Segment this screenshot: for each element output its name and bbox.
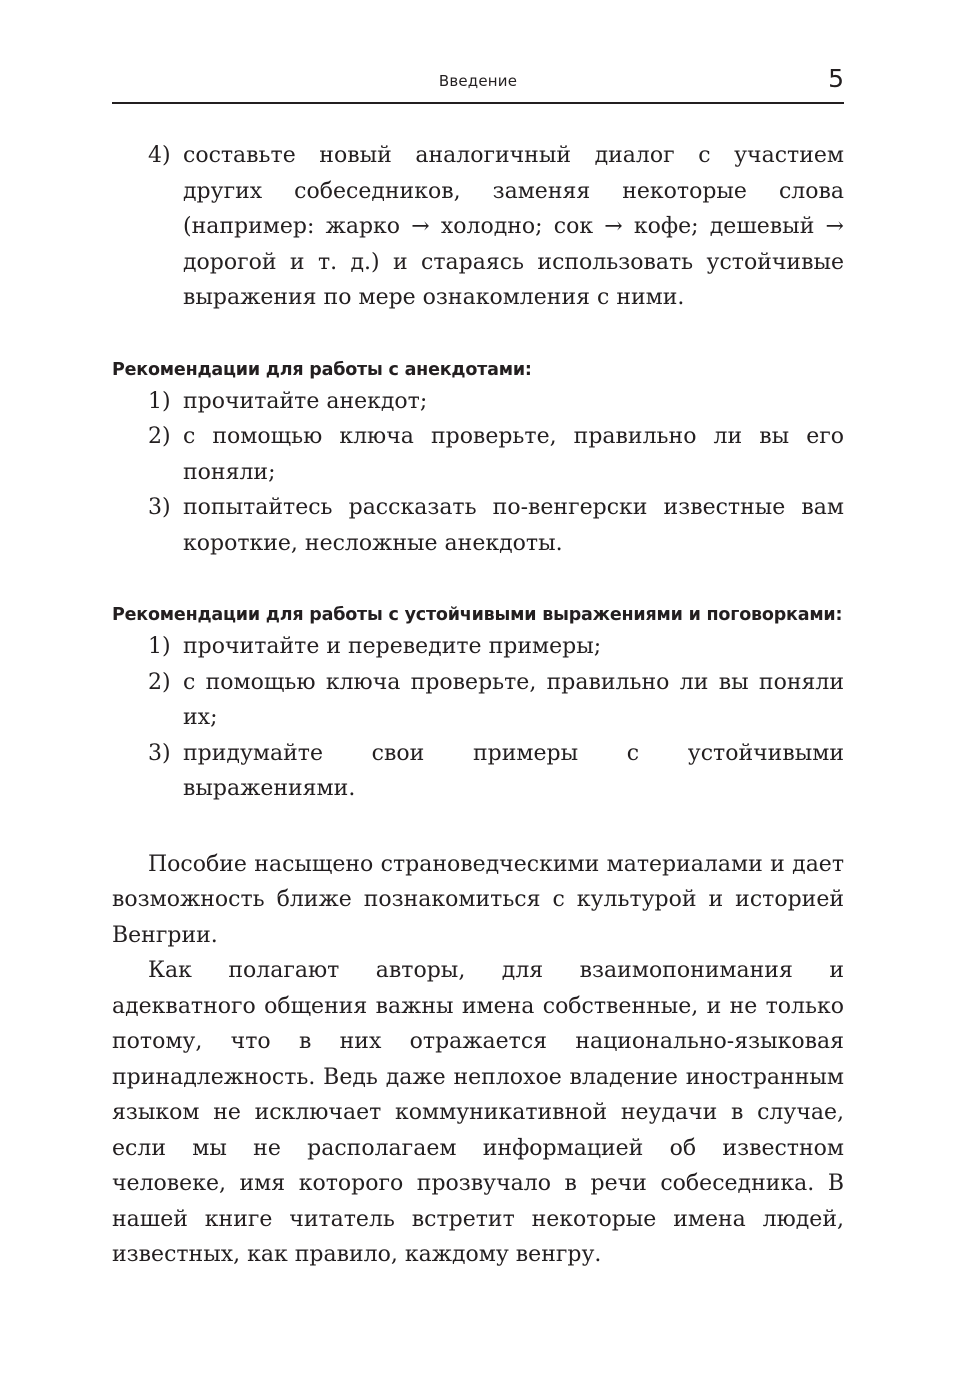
- idioms-list: [112, 629, 844, 807]
- list-item: [112, 736, 844, 807]
- anecdotes-heading: Рекомендации для работы с анекдотами:: [112, 359, 532, 380]
- list-item-number: 3): [148, 740, 171, 766]
- list-item: [112, 384, 844, 420]
- page-number: 5: [828, 64, 844, 93]
- list-item: [112, 490, 844, 561]
- list-item-number: 3): [148, 495, 171, 520]
- list-item-text: прочитайте анекдот;: [183, 388, 428, 414]
- list-item-number: 2): [148, 424, 171, 449]
- idioms-heading: Рекомендации для работы с устойчивыми выражениями и поговорками:: [112, 605, 843, 625]
- list-item-text: попытайтесь рассказать по-венгерски известные вам короткие, несложные анекдоты.: [183, 495, 844, 556]
- list-item-text: с помощью ключа проверьте, правильно ли вы его поняли;: [183, 424, 844, 485]
- list-item-text: прочитайте и переведите примеры;: [183, 634, 602, 659]
- body-paragraph: Пособие насыщено страноведческими материалами и дает возможность ближе познакомиться с культурой и историей Венгрии.: [112, 851, 844, 948]
- list-item: [112, 138, 844, 316]
- list-item-number: 1): [148, 388, 171, 414]
- running-header-title: Введение: [438, 72, 518, 90]
- book-page: [112, 62, 844, 1273]
- body-paragraph: Как полагают авторы, для взаимопонимания и адекватного общения важны имена собственные, и не только потому, что в них отражается национально-языковая принадлежность. Ведь даже неплохое владение иностранным языком не исключает коммуникативной неудачи в случае, если мы не располагаем информацией об известном человеке, имя которого прозвучало в речи собеседника. В нашей книге читатель встретит некоторые имена людей, известных, как правило, каждому венгру.: [112, 958, 844, 1267]
- intro-list: [112, 138, 844, 316]
- list-item-text: придумайте свои примеры с устойчивыми выражениями.: [183, 740, 844, 801]
- list-item-text: с помощью ключа проверьте, правильно ли вы поняли их;: [183, 669, 844, 730]
- list-item-number: 4): [148, 143, 171, 168]
- anecdotes-list: [112, 384, 844, 562]
- list-item-text: составьте новый аналогичный диалог с участием других собеседников, заменяя некоторые слова (например: жарко → холодно; сок → кофе; дешевый → дорогой и т. д.) и стараясь использовать устойчивые выражения по мере ознакомления с ними.: [183, 143, 844, 310]
- list-item-number: 1): [148, 634, 171, 659]
- list-item: [112, 419, 844, 490]
- list-item: [112, 629, 844, 665]
- list-item: [112, 665, 844, 736]
- list-item-number: 2): [148, 669, 171, 695]
- running-header: [112, 62, 844, 104]
